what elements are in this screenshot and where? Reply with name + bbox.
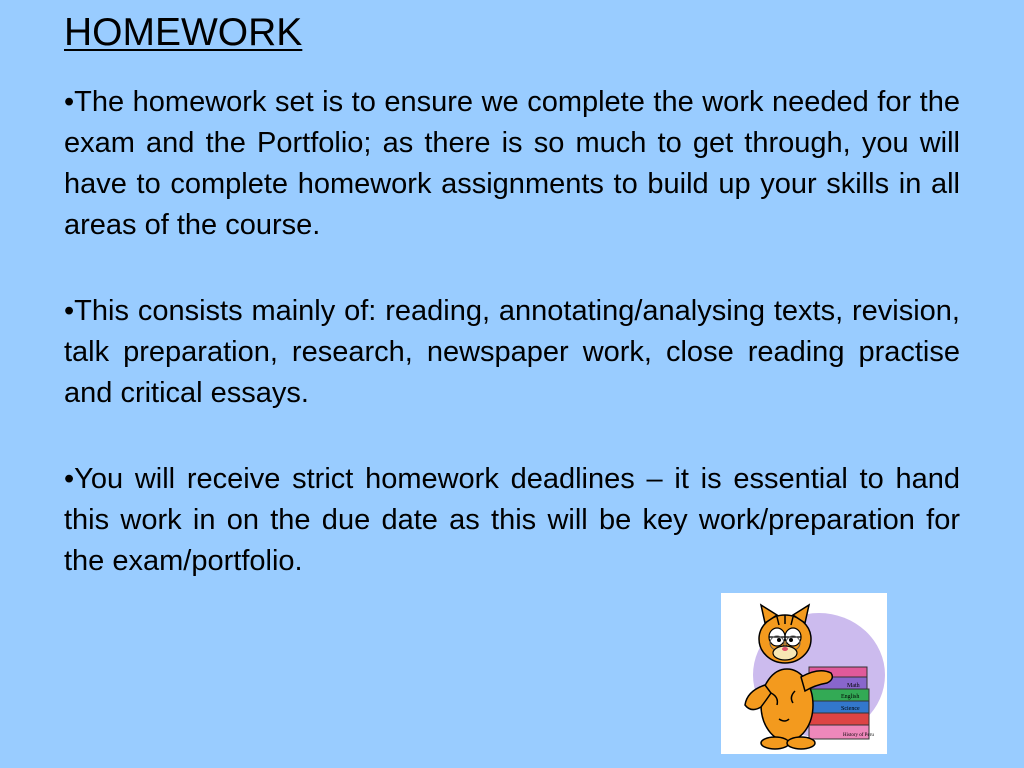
bullet-item <box>64 459 960 582</box>
book-label: History of Peru <box>843 733 874 738</box>
bullet-list <box>64 82 960 627</box>
bullet-marker: • <box>64 295 75 327</box>
book-label: Math <box>847 683 860 689</box>
bullet-text: You will receive strict homework deadlines – it is essential to hand this work in on the due date as this will be key work/preparation for the exam/portfolio. <box>64 463 960 577</box>
bullet-item <box>64 291 960 414</box>
bullet-text: This consists mainly of: reading, annotating/analysing texts, revision, talk preparation, research, newspaper work, close reading practise and critical essays. <box>64 295 960 409</box>
bullet-marker: • <box>64 463 75 495</box>
bullet-marker: • <box>64 86 75 118</box>
bullet-text: The homework set is to ensure we complete the work needed for the exam and the Portfolio; as there is so much to get through, you will have to complete homework assignments to build up your skills in all areas of the course. <box>64 86 960 241</box>
bullet-item <box>64 82 960 246</box>
book-label: Science <box>841 706 860 712</box>
slide-title: HOMEWORK <box>64 11 303 54</box>
cat-leaning-on-books-icon <box>721 593 887 754</box>
cat-with-books-clipart <box>721 593 887 754</box>
book-label: English <box>841 694 860 700</box>
